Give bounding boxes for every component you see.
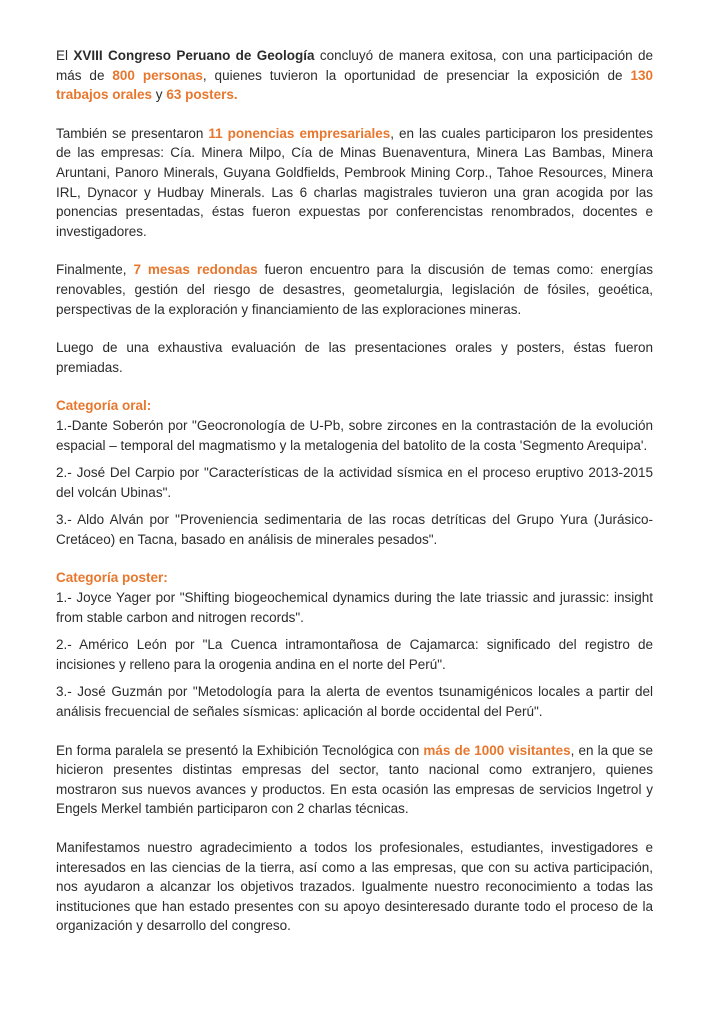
highlight-attendees: 800 personas [112, 67, 203, 83]
text-run: Finalmente, [56, 262, 134, 278]
poster-award-item: 1.- Joyce Yager por "Shifting biogeochemical dynamics during the late triassic and jurassic: insight from stable carbon and nitrogen records". [56, 590, 653, 625]
poster-award-item: 2.- Américo León por "La Cuenca intramontañosa de Cajamarca: significado del registro de incisiones y relleno para la orogenia andina en el norte del Perú". [56, 637, 653, 672]
text-run: En forma paralela se presentó la Exhibición Tecnológica con [56, 742, 424, 758]
document-page [56, 46, 653, 936]
paragraph-acknowledgement: Manifestamos nuestro agradecimiento a todos los profesionales, estudiantes, investigadores e interesados en las ciencias de la tierra, así como a las empresas, que con su activa participación, nos ayudaron a alcanzar los objetivos trazados. Igualmente nuestro reconocimiento a todas las instituciones que han estado presentes con su apoyo desinteresado durante todo el proceso de la organización y desarrollo del congreso. [56, 840, 653, 934]
text-run: , en las cuales participaron los presidentes de las empresas: Cía. Minera Milpo, Cía de Minas Buenaventura, Minera Las Bambas, Minera Aruntani, Panoro Minerals, Guyana Goldfields, Pembrook Mining Corp., Tahoe Resources, Minera IRL, Dynacor y Hudbay Minerals. Las 6 charlas magistrales tuvieron una gran acogida por las ponencias presentadas, éstas fueron expuestas por conferencistas renombrados, docentes e investigadores. [56, 125, 653, 239]
highlight-visitors: más de 1000 visitantes [423, 742, 571, 758]
paragraph-intro [56, 46, 653, 105]
text-run: El [56, 48, 74, 63]
oral-category-heading: Categoría oral: [56, 398, 152, 414]
oral-award-item: 1.-Dante Soberón por "Geocronología de U-Pb, sobre zircones en la contrastación de la evolución espacial – temporal del magmatismo y la metalogenia del batolito de la costa 'Segmento Arequipa'. [56, 417, 653, 453]
highlight-business-talks: 11 ponencias empresariales [208, 125, 391, 141]
text-run: y [152, 87, 167, 103]
congress-name: XVIII Congreso Peruano de Geología [73, 48, 315, 63]
oral-award-item: 3.- Aldo Alván por "Proveniencia sedimentaria de las rocas detríticas del Grupo Yura (Jurásico-Cretáceo) en Tacna, basado en análisis de minerales pesados". [56, 512, 653, 547]
paragraph-round-tables [56, 260, 653, 319]
text-run: , quienes tuvieron la oportunidad de presenciar la exposición de [202, 67, 631, 83]
poster-award-item: 3.- José Guzmán por "Metodología para la alerta de eventos tsunamigénicos locales a partir del análisis frecuencial de señales sísmicas: aplicación al borde occidental del Perú". [56, 684, 653, 720]
paragraph-evaluation: Luego de una exhaustiva evaluación de las presentaciones orales y posters, éstas fueron premiadas. [56, 340, 653, 375]
highlight-posters: 63 posters. [166, 87, 238, 103]
highlight-round-tables: 7 mesas redondas [133, 262, 258, 278]
text-run: También se presentaron [56, 125, 209, 141]
text-run: concluyó de manera exitosa, con una participación de más de [56, 48, 654, 83]
paragraph-business-talks [56, 124, 653, 242]
text-run: fueron encuentro para la discusión de temas como: energías renovables, gestión del riesgo de desastres, geometalurgia, legislación de fósiles, geoética, perspectivas de la exploración y financiamiento de las exploraciones mineras. [56, 262, 654, 317]
highlight-oral-works: 130 trabajos orales [56, 67, 653, 103]
paragraph-tech-exhibition [56, 741, 653, 819]
text-run: , en la que se hicieron presentes distintas empresas del sector, tanto nacional como extranjero, quienes mostraron sus nuevos avances y productos. En esta ocasión las empresas de servicios Ingetrol y Engels Merkel también participaron con 2 charlas técnicas. [56, 742, 654, 817]
poster-category-heading: Categoría poster: [56, 570, 168, 586]
oral-award-item: 2.- José Del Carpio por "Características de la actividad sísmica en el proceso eruptivo 2013-2015 del volcán Ubinas". [56, 465, 653, 500]
